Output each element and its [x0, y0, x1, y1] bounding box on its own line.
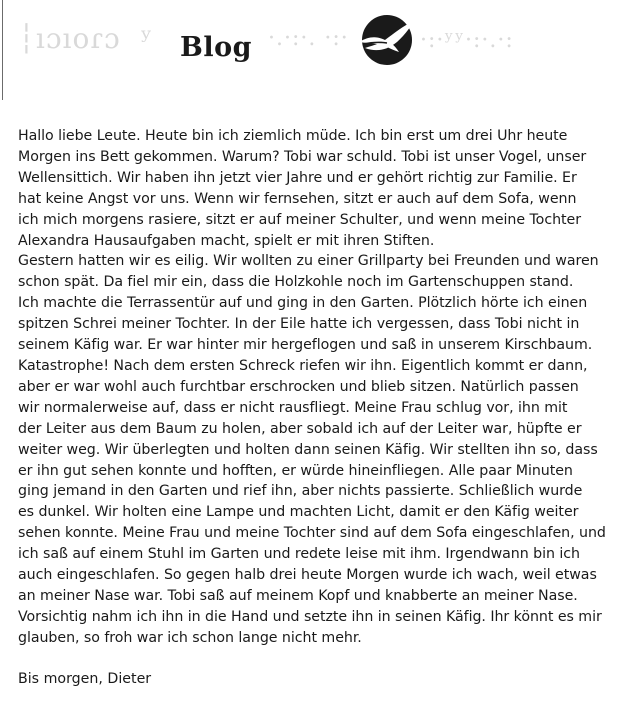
blog-signoff: Bis morgen, Dieter: [18, 671, 152, 687]
swallow-bird-icon: [355, 12, 417, 68]
text-line: er ihn gut sehen konnte und hofften, er würde hineinfliegen. Alle paar Minuten: [18, 462, 573, 479]
text-line: auch eingeschlafen. So gegen halb drei heute Morgen wurde ich wach, weil etwas: [18, 567, 597, 584]
text-line: wir normalerweise auf, dass er nicht rausfliegt. Meine Frau schlug vor, ihn mit: [18, 399, 568, 416]
text-line: Wellensittich. Wir haben ihn jetzt vier Jahre und er gehört richtig zur Familie. Er: [18, 169, 577, 186]
text-line: schon spät. Da fiel mir ein, dass die Holzkohle noch im Gartenschuppen stand.: [18, 274, 574, 291]
text-line: sehen konnte. Meine Frau und meine Tochter sind auf dem Sofa eingeschlafen, und: [18, 525, 606, 542]
text-line: seinem Käfig war. Er war hinter mir hergeflogen und saß in unserem Kirschbaum.: [18, 337, 593, 354]
faded-background-lettering: ·.·:·. ·:·: [268, 26, 349, 51]
text-line: ging jemand in den Garten und rief ihn, aber nichts passierte. Schließlich wurde: [18, 483, 583, 500]
text-line: Katastrophe! Nach dem ersten Schreck riefen wir ihn. Eigentlich kommt er dann,: [18, 357, 588, 374]
text-line: weiter weg. Wir überlegten und holten dann seinen Käfig. Wir stellten ihn so, dass: [18, 441, 598, 458]
text-line: an meiner Nase war. Tobi saß auf meinem Kopf und knabberte an meiner Nase.: [18, 587, 578, 604]
text-line: Alexandra Hausaufgaben macht, spielt er mit ihren Stiften.: [18, 232, 435, 249]
text-line: spitzen Schrei meiner Tochter. In der Eile hatte ich vergessen, dass Tobi nicht in: [18, 316, 580, 333]
faded-background-lettering: ┆ıɔıoɾɔ ʸ: [18, 22, 154, 55]
text-line: Morgen ins Bett gekommen. Warum? Tobi war schuld. Tobi ist unser Vogel, unser: [18, 148, 587, 165]
text-line: Hallo liebe Leute. Heute bin ich ziemlich müde. Ich bin erst um drei Uhr heute: [18, 128, 568, 144]
text-line: hat keine Angst vor uns. Wenn wir fernsehen, sitzt er auch auf dem Sofa, wenn: [18, 190, 577, 207]
text-line: Ich machte die Terrassentür auf und ging in den Garten. Plötzlich hörte ich einen: [18, 295, 588, 312]
text-line: es dunkel. Wir holten eine Lampe und machten Licht, damit er den Käfig weiter: [18, 504, 579, 521]
text-line: glauben, so froh war ich schon lange nicht mehr.: [18, 629, 362, 646]
blog-header: [0, 0, 641, 90]
text-line: aber er war wohl auch furchtbar erschrocken und blieb sitzen. Natürlich passen: [18, 378, 579, 395]
text-line: der Leiter aus dem Baum zu holen, aber sobald ich auf der Leiter war, hüpfte er: [18, 420, 582, 437]
faded-background-lettering: ·:·ʸʸ·:·.·:: [420, 28, 514, 53]
text-line: ich saß auf einem Stuhl im Garten und redete leise mit ihm. Irgendwann bin ich: [18, 546, 580, 563]
text-line: Vorsichtig nahm ich ihn in die Hand und setzte ihn in seinen Käfig. Ihr könnt es mir: [18, 608, 602, 625]
text-line: Gestern hatten wir es eilig. Wir wollten zu einer Grillparty bei Freunden und waren: [18, 253, 599, 270]
blog-post-body: [18, 126, 628, 649]
blog-title: Blog: [180, 32, 252, 63]
text-line: ich mich morgens rasiere, sitzt er auf meiner Schulter, und wenn meine Tochter: [18, 211, 581, 228]
